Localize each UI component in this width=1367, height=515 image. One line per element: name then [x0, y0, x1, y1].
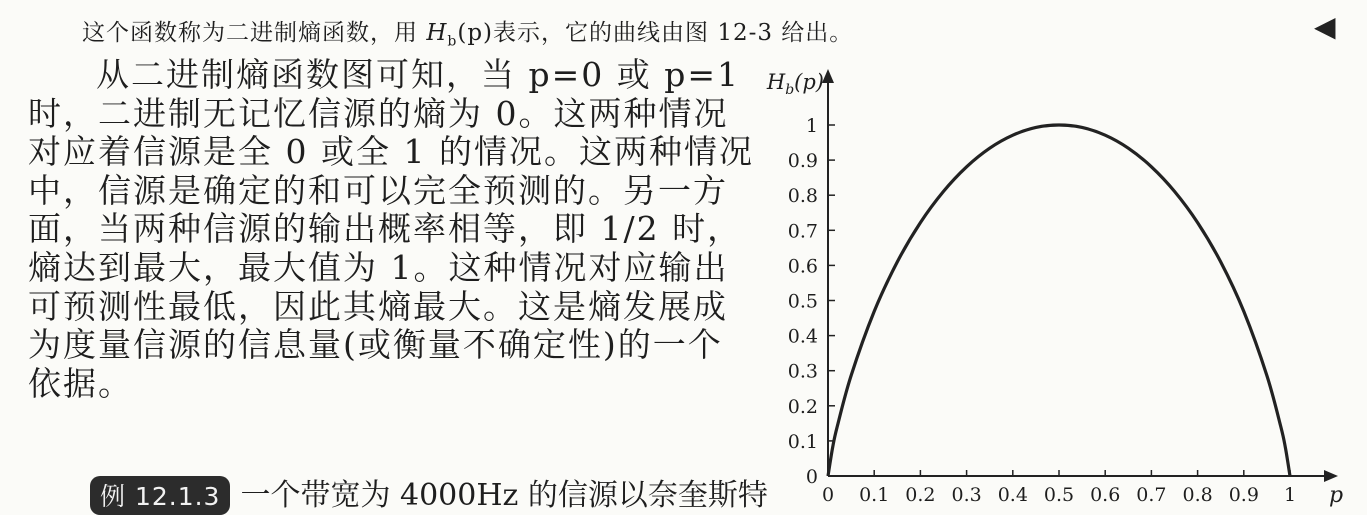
y-tick-label: 0.2 [787, 395, 818, 418]
x-tick-label: 1 [1283, 484, 1297, 506]
example-badge: 例 12.1.3 [90, 476, 230, 515]
y-tick-label: 0.1 [787, 430, 818, 453]
y-tick-label: 0 [805, 466, 818, 488]
y-tick-label: 0.8 [787, 185, 818, 208]
top-text-post: 表示，它的曲线由图 12-3 给出。 [493, 20, 854, 46]
paragraph-line: 可预测性最低，因此其熵最大。这是熵发展成 [28, 286, 728, 326]
x-axis-arrow-icon [1324, 470, 1338, 482]
paragraph-line: 时，二进制无记忆信源的熵为 0。这两种情况 [28, 93, 729, 133]
paragraph-line: 为度量信源的信息量(或衡量不确定性)的一个 [28, 325, 723, 365]
paragraph-line: 对应着信源是全 0 或全 1 的情况。这两种情况 [28, 132, 754, 172]
y-tick-label: 1 [805, 115, 818, 137]
y-axis-label: $H_b(p)$ [766, 70, 824, 98]
chart-labels [766, 70, 1343, 508]
x-tick-label: 0.8 [1182, 484, 1213, 506]
left-arrow-icon[interactable]: ◀ [1314, 10, 1336, 43]
x-tick-label: 0.3 [951, 484, 982, 506]
example-line [90, 470, 768, 515]
top-text-line [82, 14, 853, 50]
paragraph-line: 依据。 [28, 363, 133, 403]
x-tick-label: 0.9 [1228, 484, 1259, 506]
x-tick-label: 0 [821, 484, 835, 506]
entropy-curve [828, 125, 1290, 476]
y-tick-label: 0.7 [787, 220, 818, 243]
paragraph-line: 从二进制熵函数图可知，当 p=0 或 p=1 [96, 55, 741, 94]
paragraph-line: 面，当两种信源的输出概率相等，即 1/2 时， [28, 209, 743, 249]
x-tick-label: 0.5 [1043, 484, 1075, 506]
body-paragraph [28, 55, 754, 403]
chart-ticks [828, 125, 1290, 476]
entropy-subscript: b [447, 33, 458, 50]
x-tick-label: 0.7 [1136, 484, 1167, 506]
paragraph-line: 熵达到最大，最大值为 1。这种情况对应输出 [28, 247, 729, 287]
entropy-symbol: H [426, 20, 448, 46]
paragraph-line: 中，信源是确定的和可以完全预测的。另一方 [28, 170, 728, 210]
y-tick-label: 0.9 [787, 150, 818, 173]
y-tick-label: 0.3 [787, 360, 818, 383]
entropy-argument: (p) [457, 20, 494, 46]
entropy-chart [740, 55, 1360, 511]
x-axis-label: p [1328, 483, 1344, 508]
top-text-pre: 这个函数称为二进制熵函数，用 [82, 20, 427, 46]
x-tick-label: 0.6 [1090, 484, 1121, 506]
y-tick-label: 0.5 [787, 290, 818, 313]
x-tick-label: 0.2 [905, 484, 936, 506]
example-text: 一个带宽为 4000Hz 的信源以奈奎斯特 [240, 478, 768, 513]
x-tick-label: 0.1 [859, 484, 890, 506]
x-tick-label: 0.4 [997, 484, 1028, 506]
chart-axes [822, 69, 1338, 482]
y-tick-label: 0.4 [787, 325, 818, 348]
y-tick-label: 0.6 [787, 255, 818, 278]
